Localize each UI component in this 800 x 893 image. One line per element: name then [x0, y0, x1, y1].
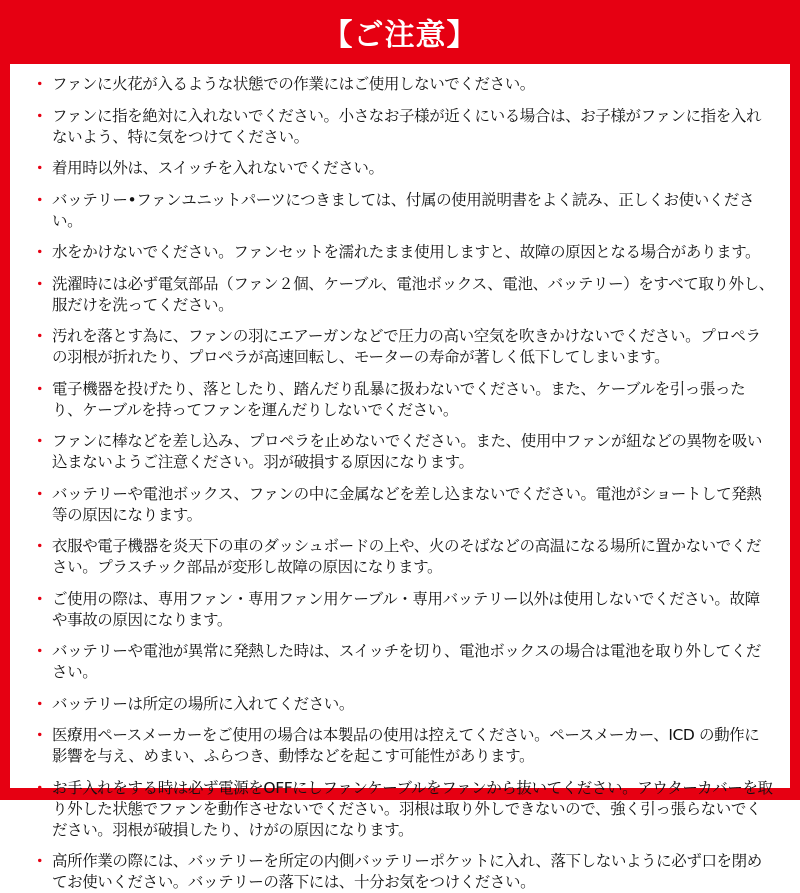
bullet-icon: ・ [32, 379, 48, 398]
notice-list [32, 74, 774, 893]
notice-item [32, 725, 774, 767]
notice-item [32, 242, 774, 263]
notice-item [32, 484, 774, 526]
bullet-icon: ・ [32, 274, 48, 293]
notice-item [32, 190, 774, 232]
notice-text: 洗濯時には必ず電気部品（ファン２個、ケーブル、電池ボックス、電池、バッテリー）をすべて取り外し、服だけを洗ってください。 [52, 274, 774, 314]
bullet-icon: ・ [32, 642, 48, 660]
notice-text: バッテリーや電池が異常に発熱した時は、スイッチを切り、電池ボックスの場合は電池を取り外してください。 [52, 642, 761, 681]
notice-text: ファンに指を絶対に入れないでください。小さなお子様が近くにいる場合は、お子様がファンに指を入れないよう、特に気をつけてください。 [52, 106, 762, 146]
bullet-icon: ・ [32, 694, 48, 713]
notice-text: 汚れを落とす為に、ファンの羽にエアーガンなどで圧力の高い空気を吹きかけないでください。プロペラの羽根が折れたり、プロペラが高速回転し、モーターの寿命が著しく低下してしまいます。 [52, 327, 761, 366]
bullet-icon: ・ [32, 726, 48, 744]
notice-item [32, 851, 774, 893]
notice-item [32, 431, 774, 473]
bullet-icon: ・ [32, 159, 48, 177]
notice-item [32, 694, 774, 715]
notice-title: 【ご注意】 [322, 18, 478, 53]
bullet-icon: ・ [32, 852, 48, 870]
notice-text: お手入れをする時は必ず電源をOFFにしファンケーブルをファンから抜いてください。アウターカバーを取り外した状態でファンを動作させないでください。羽根は取り外しできないので、強く引っ張らないでください。羽根が破損したり、けがの原因になります。 [52, 778, 773, 839]
bullet-icon: ・ [32, 190, 48, 209]
notice-item [32, 536, 774, 578]
notice-text: バッテリーや電池ボックス、ファンの中に金属などを差し込まないでください。電池がショートして発熱等の原因になります。 [52, 484, 762, 524]
notice-text: ご使用の際は、専用ファン・専用ファン用ケーブル・専用バッテリー以外は使用しないでください。故障や事故の原因になります。 [52, 589, 760, 629]
bullet-icon: ・ [32, 106, 48, 125]
notice-item [32, 641, 774, 683]
bullet-icon: ・ [32, 327, 48, 345]
bullet-icon: ・ [32, 243, 48, 261]
notice-text: ファンに火花が入るような状態での作業にはご使用しないでください。 [52, 75, 535, 93]
bullet-icon: ・ [32, 589, 48, 608]
bullet-icon: ・ [32, 432, 48, 450]
bullet-icon: ・ [32, 537, 48, 555]
notice-item [32, 778, 774, 841]
notice-item [32, 326, 774, 368]
bullet-icon: ・ [32, 778, 48, 797]
notice-text: 着用時以外は、スイッチを入れないでください。 [52, 159, 384, 177]
bullet-icon: ・ [32, 75, 48, 93]
notice-text: 電子機器を投げたり、落としたり、踏んだり乱暴に扱わないでください。また、ケーブルを引っ張ったり、ケーブルを持ってファンを運んだりしないでください。 [52, 379, 746, 419]
notice-text: バッテリー•ファンユニットパーツにつきましては、付属の使用説明書をよく読み、正しくお使いください。 [52, 190, 755, 230]
notice-item [32, 379, 774, 421]
bullet-icon: ・ [32, 484, 48, 503]
notice-panel [10, 64, 790, 891]
notice-item [32, 74, 774, 95]
notice-text: 衣服や電子機器を炎天下の車のダッシュボードの上や、火のそばなどの高温になる場所に置かないでください。プラスチック部品が変形し故障の原因になります。 [52, 537, 762, 576]
notice-item [32, 589, 774, 631]
notice-item [32, 158, 774, 179]
notice-text: 高所作業の際には、バッテリーを所定の内側バッテリーポケットに入れ、落下しないように必ず口を閉めてお使いください。バッテリーの落下には、十分お気をつけください。 [52, 852, 762, 891]
notice-text: 水をかけないでください。ファンセットを濡れたまま使用しますと、故障の原因となる場合があります。 [52, 243, 761, 261]
notice-text: ファンに棒などを差し込み、プロペラを止めないでください。また、使用中ファンが紐などの異物を吸い込まないようご注意ください。羽が破損する原因になります。 [52, 432, 763, 471]
notice-text: バッテリーは所定の場所に入れてください。 [52, 694, 355, 713]
notice-text: 医療用ペースメーカーをご使用の場合は本製品の使用は控えてください。ペースメーカー、ICD の動作に影響を与え、めまい、ふらつき、動悸などを起こす可能性があります。 [52, 726, 760, 765]
notice-item [32, 274, 774, 316]
notice-item [32, 106, 774, 148]
